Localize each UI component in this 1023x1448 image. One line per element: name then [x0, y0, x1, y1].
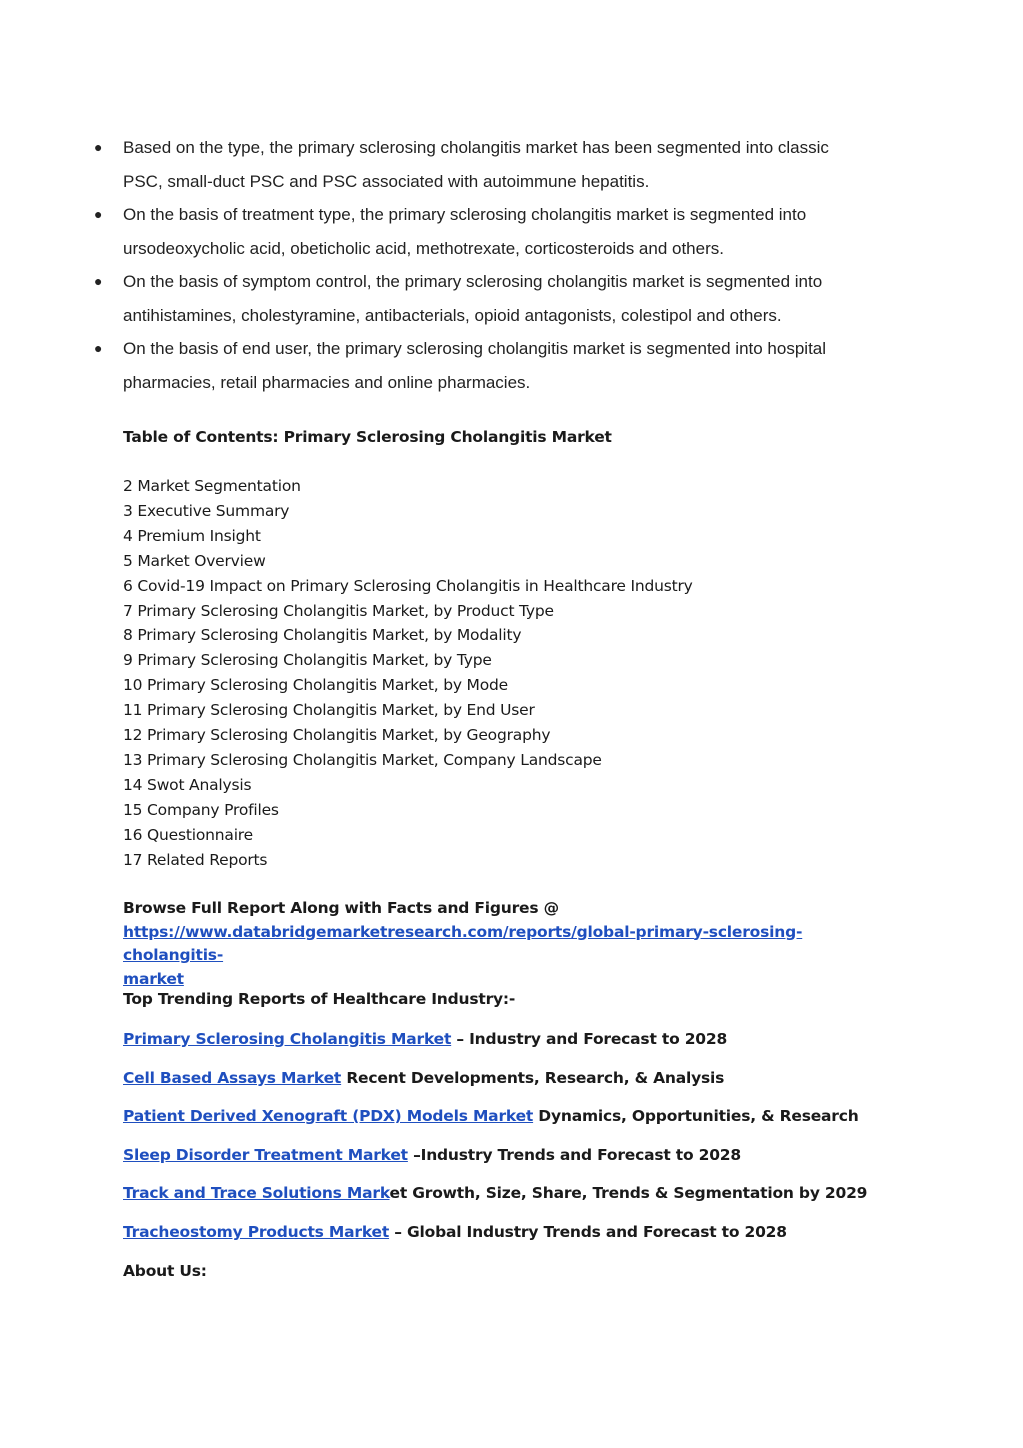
trending-report-link[interactable]: Tracheostomy Products Market [123, 1223, 390, 1241]
bullet-text-line1: Based on the type, the primary sclerosing cholangitis market has been segmented into classic [123, 138, 829, 157]
report-url-line1: https://www.databridgemarketresearch.com/reports/global-primary-sclerosing-cholangitis- [123, 922, 803, 964]
toc-heading: Table of Contents: Primary Sclerosing Cholangitis Market [123, 428, 612, 446]
toc-item: 12 Primary Sclerosing Cholangitis Market, by Geography [123, 726, 551, 745]
toc-list [123, 474, 693, 873]
trending-item [123, 1069, 724, 1087]
trending-report-description: Dynamics, Opportunities, & Research [533, 1107, 859, 1125]
trending-report-link[interactable]: Track and Trace Solutions Mark [123, 1184, 390, 1202]
trending-item [123, 1146, 741, 1164]
toc-item: 17 Related Reports [123, 850, 268, 869]
trending-item [123, 1030, 727, 1048]
bullet-text-line1: On the basis of treatment type, the primary sclerosing cholangitis market is segmented into [123, 205, 807, 224]
trending-item [123, 1184, 867, 1202]
report-url-line2: market [123, 969, 184, 988]
bullet-icon: ● [94, 340, 103, 356]
trending-report-description: Recent Developments, Research, & Analysis [341, 1069, 725, 1087]
toc-item: 3 Executive Summary [123, 501, 290, 520]
browse-label: Browse Full Report Along with Facts and Figures @ [123, 899, 559, 917]
bullet-item [86, 332, 906, 399]
trending-report-description: – Global Industry Trends and Forecast to 2028 [389, 1223, 787, 1241]
toc-item: 7 Primary Sclerosing Cholangitis Market, by Product Type [123, 601, 554, 620]
bullet-text-line1: On the basis of end user, the primary sclerosing cholangitis market is segmented into hospital [123, 339, 827, 358]
trending-report-link[interactable]: Cell Based Assays Market [123, 1069, 342, 1087]
toc-item: 10 Primary Sclerosing Cholangitis Market, by Mode [123, 676, 508, 695]
toc-item: 11 Primary Sclerosing Cholangitis Market, by End User [123, 701, 535, 720]
report-url-link[interactable] [123, 923, 802, 988]
bullet-text-line2: antihistamines, cholestyramine, antibacterials, opioid antagonists, colestipol and others. [123, 305, 782, 325]
toc-item: 15 Company Profiles [123, 800, 279, 819]
trending-report-link[interactable]: Primary Sclerosing Cholangitis Market [123, 1030, 452, 1048]
toc-item: 13 Primary Sclerosing Cholangitis Market, Company Landscape [123, 750, 602, 769]
toc-item: 2 Market Segmentation [123, 477, 301, 495]
bullet-icon: ● [94, 273, 103, 289]
toc-item: 14 Swot Analysis [123, 775, 252, 794]
bullet-item [86, 131, 906, 198]
toc-item: 16 Questionnaire [123, 825, 253, 844]
toc-item: 9 Primary Sclerosing Cholangitis Market, by Type [123, 651, 492, 670]
bullet-text-line1: On the basis of symptom control, the primary sclerosing cholangitis market is segmented into [123, 272, 823, 291]
toc-item: 6 Covid-19 Impact on Primary Sclerosing Cholangitis in Healthcare Industry [123, 576, 693, 595]
trending-item [123, 1223, 787, 1241]
segmentation-bullet-list [86, 131, 906, 399]
trending-heading: Top Trending Reports of Healthcare Industry:- [123, 990, 516, 1008]
toc-item: 8 Primary Sclerosing Cholangitis Market, by Modality [123, 626, 522, 645]
trending-report-link[interactable]: Patient Derived Xenograft (PDX) Models Market [123, 1107, 534, 1125]
trending-report-description: – Industry and Forecast to 2028 [451, 1030, 728, 1048]
bullet-icon: ● [94, 139, 103, 155]
trending-report-link[interactable]: Sleep Disorder Treatment Market [123, 1146, 408, 1164]
about-us-heading: About Us: [123, 1262, 207, 1280]
toc-item: 5 Market Overview [123, 551, 266, 570]
browse-report-block [123, 897, 883, 991]
bullet-icon: ● [94, 206, 103, 222]
trending-report-description: et Growth, Size, Share, Trends & Segmentation by 2029 [389, 1184, 868, 1202]
bullet-item [86, 198, 906, 265]
bullet-item [86, 265, 906, 332]
trending-item [123, 1107, 859, 1125]
toc-item: 4 Premium Insight [123, 526, 261, 545]
bullet-text-line2: pharmacies, retail pharmacies and online pharmacies. [123, 372, 531, 392]
bullet-text-line2: PSC, small-duct PSC and PSC associated with autoimmune hepatitis. [123, 171, 650, 191]
bullet-text-line2: ursodeoxycholic acid, obeticholic acid, methotrexate, corticosteroids and others. [123, 238, 724, 258]
trending-report-description: –Industry Trends and Forecast to 2028 [407, 1146, 741, 1164]
